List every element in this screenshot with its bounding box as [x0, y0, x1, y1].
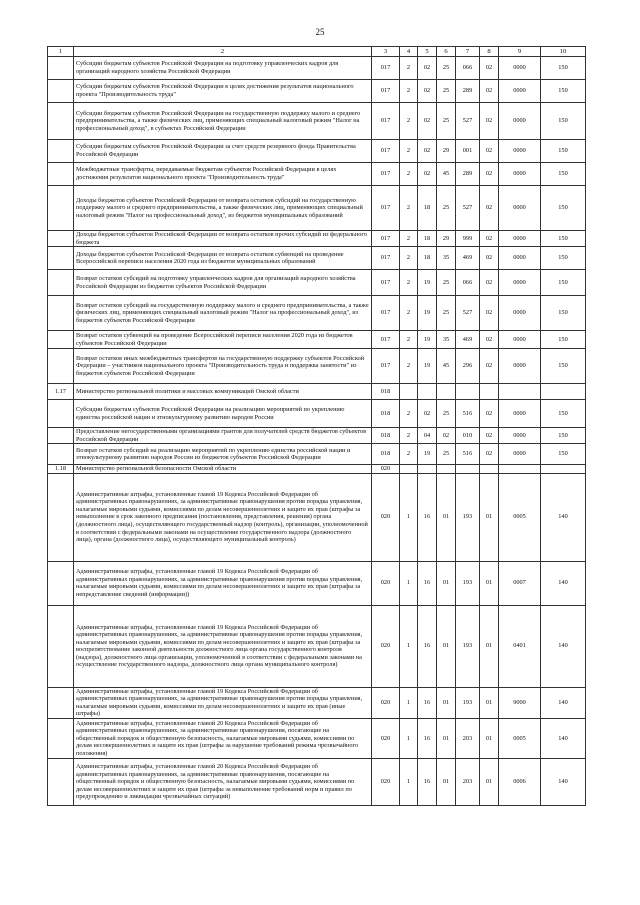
code-cell: 9000	[499, 687, 541, 718]
code-cell	[541, 384, 586, 400]
description-cell: Возврат остатков субсидий на подготовку управленческих кадров для организаций народного хозяйства Российской Федерации из бюджетов субъектов Российской Федерации	[74, 270, 372, 296]
code-cell: 150	[541, 331, 586, 349]
code-cell: 150	[541, 296, 586, 331]
description-cell: Субсидии бюджетам субъектов Российской Федерации в целях достижения результатов национального проекта "Производительность труда"	[74, 80, 372, 103]
code-cell: 017	[372, 247, 400, 270]
row-number-cell	[48, 80, 74, 103]
code-cell: 527	[456, 296, 480, 331]
code-cell: 017	[372, 140, 400, 163]
code-cell: 017	[372, 331, 400, 349]
code-cell: 140	[541, 561, 586, 605]
code-cell: 469	[456, 331, 480, 349]
page-number: 25	[315, 27, 325, 37]
header-cell: 7	[456, 47, 480, 57]
code-cell: 02	[480, 349, 499, 384]
table-row	[48, 80, 586, 103]
code-cell: 017	[372, 231, 400, 247]
code-cell: 01	[480, 718, 499, 758]
code-cell: 01	[437, 718, 456, 758]
row-number-cell	[48, 231, 74, 247]
row-number-cell	[48, 270, 74, 296]
table-row	[48, 270, 586, 296]
code-cell: 25	[437, 296, 456, 331]
code-cell: 0000	[499, 231, 541, 247]
code-cell: 25	[437, 186, 456, 231]
description-cell: Министерство региональной безопасности Омской области	[74, 465, 372, 474]
code-cell: 516	[456, 400, 480, 428]
code-cell: 02	[480, 270, 499, 296]
code-cell: 1	[400, 605, 418, 687]
code-cell	[400, 465, 418, 474]
table-row	[48, 384, 586, 400]
code-cell: 203	[456, 758, 480, 805]
code-cell: 017	[372, 80, 400, 103]
code-cell: 2	[400, 163, 418, 186]
table-row	[48, 758, 586, 805]
code-cell: 01	[437, 687, 456, 718]
code-cell: 19	[418, 349, 437, 384]
code-cell: 0401	[499, 605, 541, 687]
row-number-cell	[48, 349, 74, 384]
code-cell: 193	[456, 605, 480, 687]
code-cell: 020	[372, 605, 400, 687]
code-cell	[437, 384, 456, 400]
code-cell: 999	[456, 231, 480, 247]
description-cell: Административные штрафы, установленные главой 20 Кодекса Российской Федерации об административных правонарушениях, за административные правонарушения, посягающие на общественный порядок и общественную безопасность, налагаемые мировыми судьями, комиссиями по делам несовершеннолетних и защите их прав (штрафы за невыполнение требований норм и правил по предупреждению и ликвидации чрезвычайных ситуаций)	[74, 758, 372, 805]
code-cell: 0000	[499, 163, 541, 186]
code-cell: 017	[372, 296, 400, 331]
code-cell: 193	[456, 687, 480, 718]
code-cell: 02	[480, 186, 499, 231]
row-number-cell	[48, 331, 74, 349]
code-cell: 140	[541, 687, 586, 718]
table-row	[48, 231, 586, 247]
code-cell	[456, 384, 480, 400]
code-cell: 0000	[499, 270, 541, 296]
code-cell: 140	[541, 605, 586, 687]
description-cell: Административные штрафы, установленные главой 19 Кодекса Российской Федерации об административных правонарушениях, за административные правонарушения против порядка управления, налагаемые мировыми судьями, комиссиями по делам несовершеннолетних и защите их прав (иные штрафы)	[74, 687, 372, 718]
code-cell: 150	[541, 270, 586, 296]
code-cell: 150	[541, 400, 586, 428]
code-cell: 19	[418, 270, 437, 296]
row-number-cell	[48, 163, 74, 186]
row-number-cell	[48, 140, 74, 163]
code-cell: 150	[541, 103, 586, 140]
code-cell	[418, 384, 437, 400]
description-cell: Административные штрафы, установленные главой 19 Кодекса Российской Федерации об административных правонарушениях, за административные правонарушения против порядка управления, налагаемые мировыми судьями, комиссиями по делам несовершеннолетних и защите их прав (штрафы за воспрепятствование законной деятельности должностного лица органа государственного контроля (надзора), должностного лица организации, уполномоченной в соответствии с федеральными законами на осуществление государственного надзора, должностного лица органа муниципального контроля)	[74, 605, 372, 687]
code-cell: 0000	[499, 331, 541, 349]
code-cell: 35	[437, 331, 456, 349]
code-cell: 1	[400, 561, 418, 605]
code-cell: 017	[372, 163, 400, 186]
code-cell: 02	[480, 400, 499, 428]
header-cell: 1	[48, 47, 74, 57]
row-number-cell: 1.17	[48, 384, 74, 400]
code-cell: 017	[372, 103, 400, 140]
table-row	[48, 465, 586, 474]
code-cell: 1	[400, 473, 418, 561]
code-cell	[499, 384, 541, 400]
code-cell: 0007	[499, 561, 541, 605]
code-cell: 516	[456, 444, 480, 465]
code-cell: 193	[456, 561, 480, 605]
code-cell: 0000	[499, 428, 541, 444]
table-row	[48, 687, 586, 718]
code-cell: 25	[437, 400, 456, 428]
code-cell: 140	[541, 718, 586, 758]
code-cell: 150	[541, 231, 586, 247]
code-cell: 2	[400, 270, 418, 296]
code-cell: 150	[541, 80, 586, 103]
code-cell	[480, 465, 499, 474]
row-number-cell	[48, 400, 74, 428]
table-row	[48, 140, 586, 163]
code-cell: 45	[437, 163, 456, 186]
code-cell: 1	[400, 718, 418, 758]
code-cell: 2	[400, 400, 418, 428]
code-cell: 140	[541, 758, 586, 805]
code-cell: 150	[541, 163, 586, 186]
code-cell: 066	[456, 57, 480, 80]
code-cell: 289	[456, 163, 480, 186]
row-number-cell	[48, 247, 74, 270]
code-cell: 01	[480, 687, 499, 718]
code-cell: 2	[400, 247, 418, 270]
code-cell: 020	[372, 561, 400, 605]
code-cell: 01	[437, 561, 456, 605]
row-number-cell	[48, 103, 74, 140]
code-cell	[418, 465, 437, 474]
code-cell: 02	[480, 444, 499, 465]
code-cell: 010	[456, 428, 480, 444]
code-cell: 19	[418, 331, 437, 349]
code-cell	[400, 384, 418, 400]
row-number-cell	[48, 758, 74, 805]
code-cell: 0000	[499, 57, 541, 80]
table-row	[48, 247, 586, 270]
code-cell: 2	[400, 80, 418, 103]
table-row	[48, 163, 586, 186]
row-number-cell	[48, 473, 74, 561]
row-number-cell	[48, 444, 74, 465]
header-cell: 10	[541, 47, 586, 57]
table-row	[48, 444, 586, 465]
code-cell: 04	[418, 428, 437, 444]
code-cell: 150	[541, 140, 586, 163]
code-cell	[480, 384, 499, 400]
code-cell: 001	[456, 140, 480, 163]
row-number-cell	[48, 186, 74, 231]
code-cell: 150	[541, 444, 586, 465]
code-cell: 01	[480, 561, 499, 605]
row-number-cell	[48, 296, 74, 331]
code-cell: 01	[480, 473, 499, 561]
code-cell: 01	[480, 758, 499, 805]
description-cell: Возврат остатков субвенций на проведение Всероссийской переписи населения 2020 года из бюджетов субъектов Российской Федерации	[74, 331, 372, 349]
code-cell: 066	[456, 270, 480, 296]
table-row	[48, 331, 586, 349]
code-cell: 16	[418, 561, 437, 605]
code-cell: 1	[400, 758, 418, 805]
code-cell: 0000	[499, 140, 541, 163]
code-cell: 0005	[499, 718, 541, 758]
code-cell: 02	[418, 57, 437, 80]
code-cell: 140	[541, 473, 586, 561]
code-cell: 2	[400, 140, 418, 163]
code-cell: 02	[437, 428, 456, 444]
description-cell: Субсидии бюджетам субъектов Российской Федерации за счет средств резервного фонда Правительства Российской Федерации	[74, 140, 372, 163]
code-cell: 0000	[499, 444, 541, 465]
code-cell	[437, 465, 456, 474]
description-cell: Министерство региональной политики и массовых коммуникаций Омской области	[74, 384, 372, 400]
code-cell: 020	[372, 718, 400, 758]
code-cell: 527	[456, 103, 480, 140]
code-cell: 2	[400, 103, 418, 140]
code-cell: 017	[372, 186, 400, 231]
code-cell: 02	[480, 331, 499, 349]
code-cell: 527	[456, 186, 480, 231]
code-cell: 25	[437, 444, 456, 465]
code-cell: 02	[480, 231, 499, 247]
code-cell: 150	[541, 349, 586, 384]
code-cell: 150	[541, 428, 586, 444]
header-cell: 3	[372, 47, 400, 57]
header-cell: 4	[400, 47, 418, 57]
table-row	[48, 57, 586, 80]
code-cell: 289	[456, 80, 480, 103]
description-cell: Возврат остатков субсидий на реализацию мероприятий по укреплению единства российской нации и этнокультурному развитию народов России из бюджетов субъектов Российской Федерации	[74, 444, 372, 465]
table-row	[48, 400, 586, 428]
code-cell: 35	[437, 247, 456, 270]
header-cell: 9	[499, 47, 541, 57]
code-cell: 02	[418, 163, 437, 186]
row-number-cell	[48, 605, 74, 687]
table-row	[48, 428, 586, 444]
code-cell: 25	[437, 80, 456, 103]
code-cell: 02	[480, 103, 499, 140]
header-cell: 5	[418, 47, 437, 57]
code-cell: 1	[400, 687, 418, 718]
header-cell: 2	[74, 47, 372, 57]
description-cell: Возврат остатков субсидий на государственную поддержку малого и среднего предпринимательства, а также физических лиц, применяющих специальный налоговый режим "Налог на профессиональный доход", из бюджетов субъектов Российской Федерации	[74, 296, 372, 331]
code-cell: 01	[437, 473, 456, 561]
code-cell: 18	[418, 231, 437, 247]
code-cell: 0005	[499, 473, 541, 561]
table-row	[48, 605, 586, 687]
description-cell: Административные штрафы, установленные главой 19 Кодекса Российской Федерации об административных правонарушениях, за административные правонарушения против порядка управления, налагаемые мировыми судьями, комиссиями по делам несовершеннолетних и защите их прав (штрафы за непредставление сведений (информации))	[74, 561, 372, 605]
description-cell: Субсидии бюджетам субъектов Российской Федерации на государственную поддержку малого и среднего предпринимательства, а также физических лиц, применяющих специальный налоговый режим "Налог на профессиональный доход", в субъектах Российской Федерации	[74, 103, 372, 140]
description-cell: Субсидии бюджетам субъектов Российской Федерации на подготовку управленческих кадров для организаций народного хозяйства Российской Федерации	[74, 57, 372, 80]
description-cell: Доходы бюджетов субъектов Российской Федерации от возврата остатков субсидий на государственную поддержку малого и среднего предпринимательства, а также физических лиц, применяющих специальный налоговый режим "Налог на профессиональный доход", из бюджетов муниципальных образований	[74, 186, 372, 231]
description-cell: Возврат остатков иных межбюджетных трансфертов на государственную поддержку субъектов Российской Федерации – участников национального проекта "Производительность труда и поддержка занятости" из бюджетов субъектов Российской Федерации	[74, 349, 372, 384]
header-cell: 8	[480, 47, 499, 57]
code-cell: 16	[418, 687, 437, 718]
code-cell	[541, 465, 586, 474]
code-cell: 02	[480, 163, 499, 186]
table-row	[48, 103, 586, 140]
code-cell: 01	[437, 605, 456, 687]
code-cell: 020	[372, 465, 400, 474]
header-row	[48, 47, 586, 57]
code-cell: 16	[418, 718, 437, 758]
code-cell: 2	[400, 296, 418, 331]
code-cell: 16	[418, 605, 437, 687]
code-cell: 16	[418, 758, 437, 805]
code-cell: 0000	[499, 349, 541, 384]
row-number-cell	[48, 687, 74, 718]
description-cell: Субсидии бюджетам субъектов Российской Федерации на реализацию мероприятий по укреплению единства российской нации и этнокультурному развитию народов России	[74, 400, 372, 428]
code-cell: 18	[418, 247, 437, 270]
description-cell: Доходы бюджетов субъектов Российской Федерации от возврата остатков прочих субсидий из федерального бюджета	[74, 231, 372, 247]
table-row	[48, 561, 586, 605]
code-cell: 017	[372, 270, 400, 296]
row-number-cell	[48, 57, 74, 80]
description-cell: Административные штрафы, установленные главой 19 Кодекса Российской Федерации об административных правонарушениях, за административные правонарушения против порядка управления, налагаемые мировыми судьями, комиссиями по делам несовершеннолетних и защите их прав (штрафы за невыполнение в срок законного предписания (постановления, представления, решения) органа (должностного лица), осуществляющего государственный надзор (контроль), организации, уполномоченной в соответствии с федеральными законами на осуществление государственного надзора (должностного лица), органа (должностного лица), осуществляющего муниципальный контроль)	[74, 473, 372, 561]
row-number-cell	[48, 428, 74, 444]
code-cell: 29	[437, 231, 456, 247]
code-cell: 0000	[499, 80, 541, 103]
code-cell: 150	[541, 186, 586, 231]
code-cell: 29	[437, 140, 456, 163]
code-cell: 0006	[499, 758, 541, 805]
table-row	[48, 186, 586, 231]
code-cell: 0000	[499, 296, 541, 331]
code-cell: 017	[372, 57, 400, 80]
code-cell: 2	[400, 331, 418, 349]
table-row	[48, 296, 586, 331]
code-cell: 018	[372, 428, 400, 444]
code-cell: 02	[480, 428, 499, 444]
code-cell: 150	[541, 57, 586, 80]
row-number-cell	[48, 718, 74, 758]
header-cell: 6	[437, 47, 456, 57]
code-cell: 02	[418, 103, 437, 140]
code-cell: 193	[456, 473, 480, 561]
revenue-codes-table	[47, 46, 586, 806]
code-cell: 19	[418, 444, 437, 465]
code-cell: 2	[400, 57, 418, 80]
code-cell: 018	[372, 384, 400, 400]
code-cell: 25	[437, 103, 456, 140]
code-cell: 02	[480, 296, 499, 331]
code-cell	[499, 465, 541, 474]
code-cell: 0000	[499, 247, 541, 270]
description-cell: Доходы бюджетов субъектов Российской Федерации от возврата остатков субвенций на проведение Всероссийской переписи населения 2020 года из бюджетов муниципальных образований	[74, 247, 372, 270]
code-cell: 02	[480, 140, 499, 163]
code-cell: 203	[456, 718, 480, 758]
code-cell: 020	[372, 758, 400, 805]
description-cell: Межбюджетные трансферты, передаваемые бюджетам субъектов Российской Федерации в целях достижения результатов национального проекта "Производительность труда"	[74, 163, 372, 186]
table-row	[48, 718, 586, 758]
code-cell: 017	[372, 349, 400, 384]
code-cell: 45	[437, 349, 456, 384]
code-cell: 2	[400, 349, 418, 384]
code-cell: 02	[418, 400, 437, 428]
code-cell: 2	[400, 444, 418, 465]
code-cell: 2	[400, 231, 418, 247]
code-cell: 018	[372, 444, 400, 465]
code-cell: 02	[480, 57, 499, 80]
description-cell: Административные штрафы, установленные главой 20 Кодекса Российской Федерации об административных правонарушениях, за административные правонарушения, посягающие на общественный порядок и общественную безопасность, налагаемые мировыми судьями, комиссиями по делам несовершеннолетних и защите их прав (штрафы за нарушение требований режима чрезвычайного положения)	[74, 718, 372, 758]
code-cell: 020	[372, 473, 400, 561]
code-cell: 2	[400, 428, 418, 444]
code-cell: 469	[456, 247, 480, 270]
code-cell: 0000	[499, 186, 541, 231]
table-row	[48, 349, 586, 384]
table-row	[48, 473, 586, 561]
code-cell: 02	[480, 80, 499, 103]
code-cell: 02	[480, 247, 499, 270]
code-cell: 296	[456, 349, 480, 384]
code-cell: 25	[437, 270, 456, 296]
row-number-cell: 1.18	[48, 465, 74, 474]
code-cell: 2	[400, 186, 418, 231]
code-cell: 0000	[499, 400, 541, 428]
code-cell: 02	[418, 80, 437, 103]
code-cell: 18	[418, 186, 437, 231]
code-cell	[456, 465, 480, 474]
code-cell: 19	[418, 296, 437, 331]
code-cell: 01	[437, 758, 456, 805]
code-cell: 020	[372, 687, 400, 718]
code-cell: 16	[418, 473, 437, 561]
code-cell: 25	[437, 57, 456, 80]
code-cell: 150	[541, 247, 586, 270]
code-cell: 0000	[499, 103, 541, 140]
code-cell: 02	[418, 140, 437, 163]
description-cell: Предоставление негосударственными организациями грантов для получателей средств бюджетов субъектов Российской Федерации	[74, 428, 372, 444]
row-number-cell	[48, 561, 74, 605]
code-cell: 01	[480, 605, 499, 687]
code-cell: 018	[372, 400, 400, 428]
